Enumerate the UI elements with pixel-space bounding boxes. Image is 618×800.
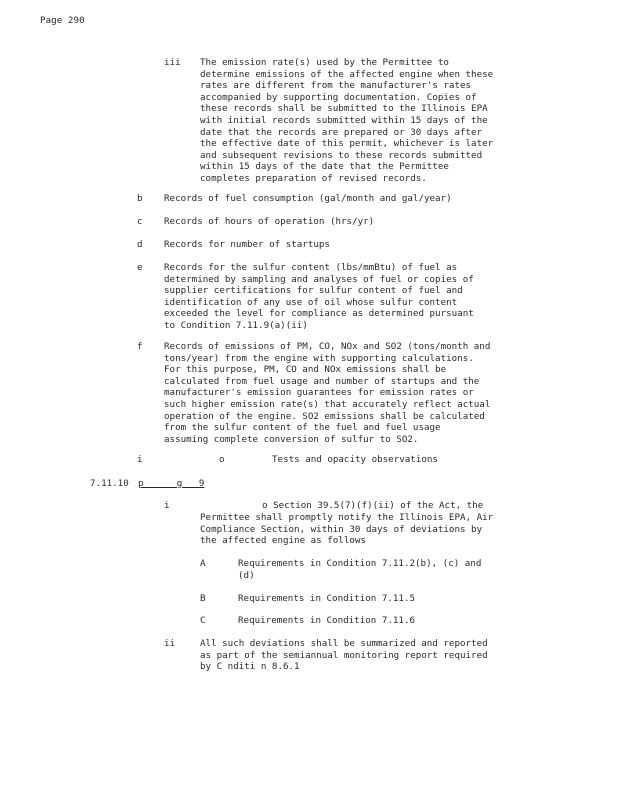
item-e-text: Records for the sulfur content (lbs/mmBtu) of fuel as determined by sampling and analyses of fuel or copies of supplier certifications for sulfur content of fuel and identification of any use of oil whose sulfur content exceeded the level for compliance as determined pursuant to Condition 7.11.9(a)(ii) <box>164 262 474 331</box>
sub-ii-text: All such deviations shall be summarized and reported as part of the semiannual monitoring report required by C nditi n 8.6.1 <box>200 638 488 673</box>
item-iii-text: The emission rate(s) used by the Permittee to determine emissions of the affected engine when these rates are different from the manufacturer's rates accompanied by supporting documentation. Copies of these records shall be submitted to the Illinois EPA with initial records submitted within 15 days of the date that the records are prepared or 30 days after the effective date of this permit, whichever is later and subsequent revisions to these records submitted within 15 days of the date that the Permittee completes preparation of revised records. <box>200 57 494 184</box>
section-title: p g 9 <box>138 478 205 489</box>
sub-B-text: Requirements in Condition 7.11.5 <box>238 593 416 604</box>
sub-C-label: C <box>200 615 206 626</box>
item-d-label: d <box>137 239 143 250</box>
item-g-text: Tests and opacity observations <box>272 454 438 465</box>
sub-i-lead: o Section 39.5(7)(f)(ii) of the Act, the <box>262 500 484 511</box>
sub-i-label: i <box>164 500 170 511</box>
page-number: Page 290 <box>40 15 85 26</box>
item-c-text: Records of hours of operation (hrs/yr) <box>164 216 375 227</box>
item-d-text: Records for number of startups <box>164 239 330 250</box>
sub-A-text: Requirements in Condition 7.11.2(b), (c) and (d) <box>238 558 482 581</box>
sub-A-label: A <box>200 558 206 569</box>
item-f-label: f <box>137 341 143 352</box>
item-e-label: e <box>137 262 143 273</box>
item-f-text: Records of emissions of PM, CO, NOx and SO2 (tons/month and tons/year) from the engine with supporting calculations. For this purpose, PM, CO and NOx emissions shall be calculated from fuel usage and number of startups and the manufacturer's emission guarantees for emission rates or such higher emission rate(s) that accurately reflect actual operation of the engine. SO2 emissions shall be calculated from the sulfur content of the fuel and fuel usage assuming complete conversion of sulfur to SO2. <box>164 341 491 445</box>
item-iii-label: iii <box>164 57 181 68</box>
section-number: 7.11.10 <box>90 478 129 489</box>
item-g-mid: o <box>219 454 225 465</box>
sub-i-text: Permittee shall promptly notify the Illinois EPA, Air Compliance Section, within 30 days of deviations by the affected engine as follows <box>200 512 494 547</box>
item-b-label: b <box>137 193 143 204</box>
item-g-label: i <box>137 454 143 465</box>
item-c-label: c <box>137 216 143 227</box>
sub-ii-label: ii <box>164 638 176 649</box>
sub-C-text: Requirements in Condition 7.11.6 <box>238 615 416 626</box>
sub-B-label: B <box>200 593 206 604</box>
item-b-text: Records of fuel consumption (gal/month and gal/year) <box>164 193 452 204</box>
